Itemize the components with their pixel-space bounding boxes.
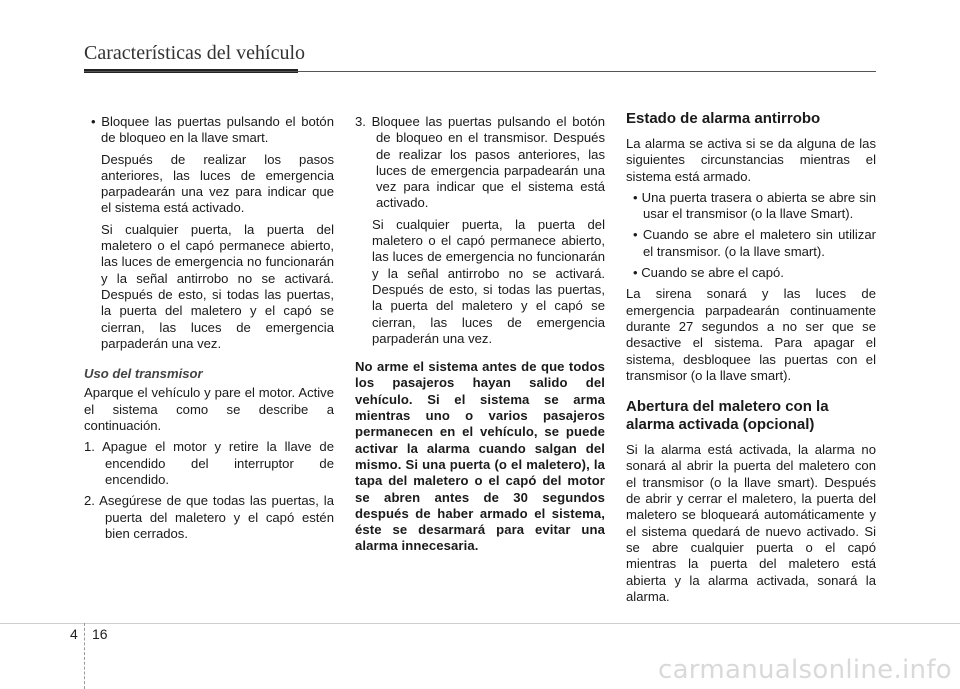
header-rule <box>84 71 876 72</box>
column-right <box>626 110 876 605</box>
paragraph-siren: La sirena sonará y las luces de emergencia parpadearán continuamente durante 27 segundos a no ser que se desactive el sistema. Para apagar el sistema, desbloquee las puertas con el transmisor (o la llave smart). <box>626 286 876 383</box>
step-3: 3. Bloquee las puertas pulsando el botón de bloqueo en el transmisor. Después de realizar los pasos anteriores, las luces de emergencia parpadearán una vez para indicar que el sistema está activado. <box>355 114 605 211</box>
bullet-trunk-opened: • Cuando se abre el maletero sin utilizar el transmisor. (o la llave smart). <box>633 227 876 259</box>
step-1: 1. Apague el motor y retire la llave de encendido del interruptor de encendido. <box>84 439 334 487</box>
column-middle <box>355 114 605 555</box>
chapter-title: Características del vehículo <box>84 42 306 64</box>
paragraph-transmitter-intro: Aparque el vehículo y pare el motor. Active el sistema como se describe a continuación. <box>84 385 334 434</box>
bullet-smart-key-lock: • Bloquee las puertas pulsando el botón de bloqueo en la llave smart. <box>91 114 334 146</box>
bullet-hood-opened: • Cuando se abre el capó. <box>633 265 784 281</box>
paragraph-trunk-opening: Si la alarma está activada, la alarma no sonará al abrir la puerta del maletero con el transmisor (o la llave smart). Después de abrir y cerrar el maletero, la puerta del maletero se bloqueará automáticamente y el sistema quedará de nuevo activado. Si se abre cualquier puerta o el capó mientras la puerta del maletero está abierta y la alarma activada, sonará la alarma. <box>626 442 876 604</box>
paragraph-alarm-intro: La alarma se activa si se da alguna de las siguientes circunstancias mientras el sistema está armado. <box>626 136 876 184</box>
chapter-number: 4 <box>70 626 78 642</box>
footer-rule <box>0 623 960 624</box>
warning-notice: No arme el sistema antes de que todos los pasajeros hayan salido del vehículo. Si el sistema se arma mientras uno o varios pasajeros permanecen en el vehículo, se puede activar la alarma cuando salgan del mismo. Si una puerta (o el maletero), la tapa del maletero o el capó del motor se abren antes de 30 segundos después de haber armado el sistema, éste se desarmará para evitar una alarma innecesaria. <box>355 359 605 554</box>
heading-theft-alarm-stage: Estado de alarma antirrobo <box>626 110 821 127</box>
paragraph-open-door-note: Si cualquier puerta, la puerta del maletero o el capó permanece abierto, las luces de emergencia no funcionarán y la señal antirrobo no se activará. Después de esto, si todas las puertas, la puerta del maletero y el capó se cierran, las luces de emergencia parpaderán una vez. <box>101 221 334 351</box>
page-number: 16 <box>92 626 108 642</box>
bullet-door-opened: • Una puerta trasera o abierta se abre sin usar el transmisor (o la llave Smart). <box>633 189 876 222</box>
heading-trunk-opening: Abertura del maletero con la alarma activada (opcional) <box>626 398 829 434</box>
paragraph-open-door-note-2: Si cualquier puerta, la puerta del maletero o el capó permanece abierto, las luces de emergencia no funcionarán y la señal antirrobo no se activará. Después de esto, si todas las puertas, la puerta del maletero y el capó se cierran, las luces de emergencia parpaderán una vez. <box>372 216 605 346</box>
footer-divider <box>84 623 85 689</box>
paragraph-armed-confirmation: Después de realizar los pasos anteriores, las luces de emergencia parpadearán una vez para indicar que el sistema está activado. <box>101 151 334 216</box>
step-2: 2. Asegúrese de que todas las puertas, la puerta del maletero y el capó estén bien cerrados. <box>84 493 334 541</box>
watermark: carmanualsonline.info <box>657 655 952 685</box>
subheading-transmitter: Uso del transmisor <box>84 366 203 382</box>
column-left <box>84 114 334 542</box>
